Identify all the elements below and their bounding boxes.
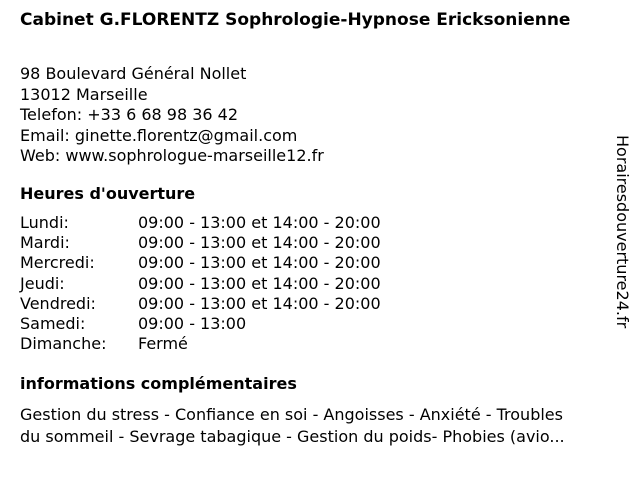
day-label: Jeudi: [20,273,65,293]
hours-row-vendredi [20,294,381,314]
phone-line: Telefon: +33 6 68 98 36 42 [20,105,239,124]
day-hours: 09:00 - 13:00 et 14:00 - 20:00 [138,293,381,313]
day-label: Dimanche: [20,334,107,354]
day-hours: 09:00 - 13:00 et 14:00 - 20:00 [138,273,381,293]
street-address: 98 Boulevard Général Nollet [20,64,247,83]
hours-row-samedi [20,314,381,334]
contact-block [20,64,324,167]
info-text [20,404,622,448]
day-hours: 09:00 - 13:00 et 14:00 - 20:00 [138,233,381,253]
email-line: Email: ginette.florentz@gmail.com [20,125,298,145]
day-label: Samedi: [20,314,86,334]
day-hours: Fermé [138,334,188,354]
day-hours: 09:00 - 13:00 [138,314,247,334]
day-hours: 09:00 - 13:00 et 14:00 - 20:00 [138,253,381,273]
day-hours: 09:00 - 13:00 et 14:00 - 20:00 [138,213,381,232]
day-label: Vendredi: [20,293,96,313]
postal-city: 13012 Marseille [20,84,148,104]
hours-table [20,213,381,354]
hours-row-lundi [20,213,381,233]
hours-row-dimanche [20,334,381,354]
day-label: Lundi: [20,213,69,232]
hours-row-mardi [20,233,381,253]
site-watermark: Horairesdouverture24.fr [613,135,632,329]
hours-row-mercredi [20,253,381,273]
day-label: Mardi: [20,233,70,253]
hours-heading: Heures d'ouverture [20,184,196,203]
info-heading: informations complémentaires [20,374,297,393]
info-line-1: Gestion du stress - Confiance en soi - Angoisses - Anxiété - Troubles [20,405,563,424]
business-title: Cabinet G.FLORENTZ Sophrologie-Hypnose Ericksonienne [20,10,571,30]
info-line-2: du sommeil - Sevrage tabagique - Gestion du poids- Phobies (avio... [20,427,565,446]
hours-row-jeudi [20,274,381,294]
web-line: Web: www.sophrologue-marseille12.fr [20,146,324,165]
day-label: Mercredi: [20,253,95,273]
